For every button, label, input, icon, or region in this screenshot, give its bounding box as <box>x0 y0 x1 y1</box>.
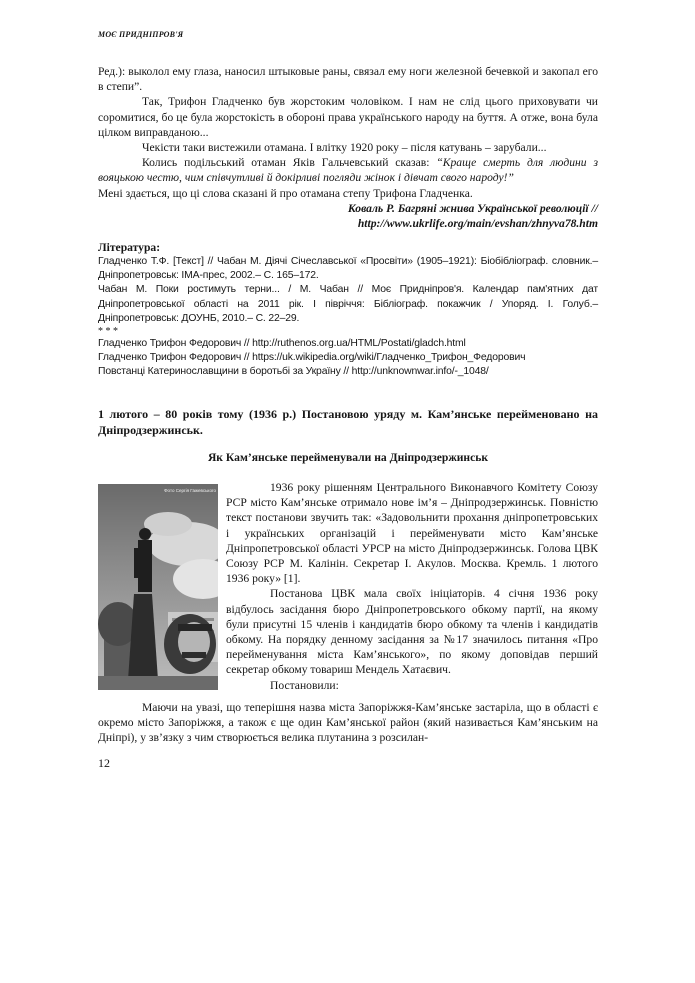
intro-paragraph-1: Ред.): выколол ему глаза, наносил штыковые раны, связал ему ноги железной бечевкой и закопал его в степи”. <box>98 65 598 94</box>
article-title-block <box>98 450 598 465</box>
source-url[interactable] <box>98 216 598 231</box>
literature-link[interactable]: Гладченко Трифон Федорович // http://ruthenos.org.ua/HTML/Postati/gladch.html <box>98 338 466 350</box>
page-number: 12 <box>98 756 110 770</box>
literature-heading: Література: <box>98 241 161 254</box>
separator-stars: * * * <box>98 326 118 338</box>
literature-section <box>98 240 598 380</box>
article-title: Як Кам’янське перейменували на Дніпродзержинськ <box>207 451 489 464</box>
article-body-wrapped <box>226 480 598 693</box>
article-paragraph-1: 1936 року рішенням Центрального Виконавчого Комітету Союзу РСР місто Кам’янське отримало нове ім’я – Дніпродзержинськ. Повністю текст постанови звучить так: «Задовольнити прохання дніпропетровських і українських організацій і перейменувати місто Кам’янське Дніпропетровської області УРСР на місто Дніпродзержинськ. Голова ЦВК Союзу РСР М. Калінін. Секретар І. Акулов. Москва. Кремль. 1 лютого 1936 року» [1]. <box>226 481 598 586</box>
source-link[interactable]: http://www.ukrlife.org/main/evshan/zhnyva78.htm <box>357 217 598 231</box>
intro-paragraph-4 <box>98 155 598 185</box>
intro-paragraph-2: Так, Трифон Гладченко був жорстоким чоловіком. І нам не слід цього приховувати чи соромитися, бо це була жорстокість в обороні права українського народу на буття. А отже, вона була цілком виправданою... <box>98 95 598 139</box>
article-body-continued <box>98 700 598 746</box>
article-paragraph-2: Постанова ЦВК мала своїх ініціаторів. 4 січня 1936 року відбулось засідання бюро Дніпропетровського обкому партії, на якому були присутні 15 членів і кандидатів бюро обкому та членів і кандидатів обкому. На порядку денному засідання за №17 значилось питання «Про перейменування міста Кам’янського», по якому доповідав перший секретар обкому товариш Мендель Хатаєвич. <box>226 587 598 677</box>
literature-link[interactable]: Гладченко Трифон Федорович // https://uk.wikipedia.org/wiki/Гладченко_Трифон_Федорович <box>98 352 526 364</box>
monument-photo <box>98 484 218 690</box>
quote-text: “Краще смерть для людини з вояцькою честю, чим співчутливі й докірливі погляди жінок і дівчат свого народу!” <box>98 156 598 185</box>
photo-caption: Фото Сергія Гажевського <box>164 488 216 493</box>
event-heading: 1 лютого – 80 років тому (1936 р.) Постановою уряду м. Кам’янське перейменовано на Дніпродзержинськ. <box>98 407 598 437</box>
intro-paragraph-3: Чекісти таки вистежили отамана. І влітку 1920 року – після катувань – зарубали... <box>142 141 547 155</box>
article-paragraph-4: Маючи на увазі, що теперішня назва міста Запоріжжя-Кам’янське застаріла, що в області є окремо місто Запоріжжя, а також є ще один Кам’янської район (який називається Кам’янським на Дніпрі), у зв’язку з чим створюється велика плутанина з розсилан- <box>98 701 598 745</box>
event-section <box>98 406 598 438</box>
monument-photo-graphic <box>98 484 218 690</box>
source-attribution: Коваль Р. Багряні жнива Української революції // <box>347 201 598 215</box>
intro-section <box>98 64 598 231</box>
literature-item: Чабан М. Поки ростимуть терни... / М. Чабан // Моє Придніпров'я. Календар пам'ятних дат Дніпропетровської області на 2011 рік. І півріччя: Бібліограф. покажчик / Упоряд. І. Голуб.– Дніпропетровськ: ДОУНБ, 2010.– С. 22–29. <box>98 284 598 324</box>
running-head: МОЄ ПРИДНІПРОВ'Я <box>98 30 184 39</box>
article-paragraph-3: Постановили: <box>270 678 339 692</box>
intro-paragraph-5: Мені здається, що ці слова сказані й про отамана степу Трифона Гладченка. <box>98 186 473 200</box>
quote-lead: Колись подільський отаман Яків Гальчевський сказав: <box>142 156 430 170</box>
literature-item: Гладченко Т.Ф. [Текст] // Чабан М. Діячі Січеславської «Просвіти» (1905–1921): Біобібліограф. словник.– Дніпропетровськ: ІМА-прес, 2002.– С. 165–172. <box>98 256 598 282</box>
literature-link[interactable]: Повстанці Катеринославщини в боротьбі за Україну // http://unknownwar.info/-_1048/ <box>98 366 489 378</box>
